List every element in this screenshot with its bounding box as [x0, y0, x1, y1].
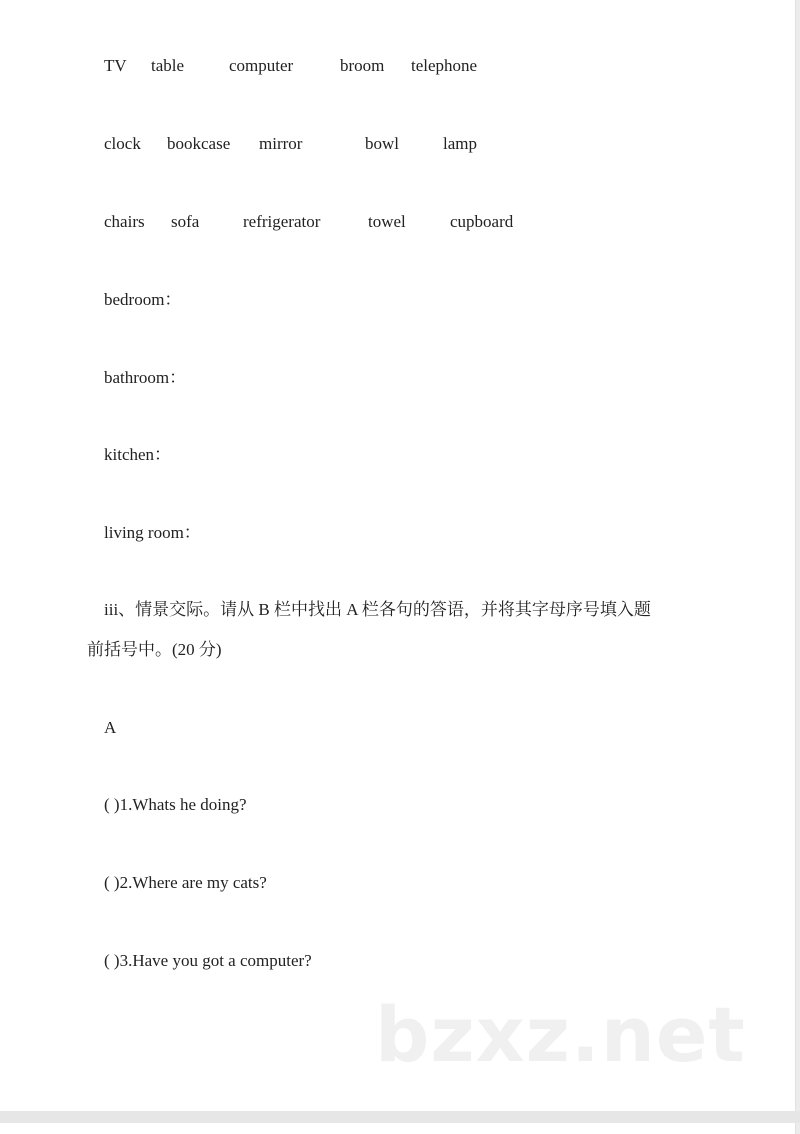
section-iii-instruction-line-1: iii、情景交际。请从 B 栏中找出 A 栏各句的答语，并将其字母序号填入题: [104, 600, 651, 619]
word-bank-row-2: [0, 134, 795, 154]
question-1: ( )1.Whats he doing?: [104, 795, 247, 814]
column-a-heading: A: [104, 718, 117, 737]
word-lamp: lamp: [443, 134, 477, 153]
question-2: ( )2.Where are my cats?: [104, 873, 267, 892]
category-living-room: living room：: [104, 523, 201, 542]
page-gap: [0, 1111, 800, 1123]
category-kitchen: kitchen：: [104, 445, 172, 464]
question-3: ( )3.Have you got a computer?: [104, 951, 312, 970]
word-sofa: sofa: [171, 212, 200, 231]
word-table: table: [151, 56, 185, 75]
word-bowl: bowl: [365, 134, 399, 153]
word-computer: computer: [229, 56, 294, 75]
word-telephone: telephone: [411, 56, 478, 75]
category-bedroom: bedroom：: [104, 290, 182, 309]
word-chairs: chairs: [104, 212, 145, 231]
word-bookcase: bookcase: [167, 134, 231, 153]
category-bathroom: bathroom：: [104, 368, 187, 387]
word-refrigerator: refrigerator: [243, 212, 321, 231]
word-bank-row-3: [0, 212, 795, 232]
word-clock: clock: [104, 134, 141, 153]
word-bank-row-1: [0, 56, 795, 76]
section-iii-instruction-line-2: 前括号中。(20 分): [87, 640, 222, 659]
next-page-edge: [0, 1123, 796, 1134]
word-tv: TV: [104, 56, 127, 75]
word-cupboard: cupboard: [450, 212, 514, 231]
word-towel: towel: [368, 212, 406, 231]
word-mirror: mirror: [259, 134, 303, 153]
watermark: bzxz.net: [375, 990, 746, 1079]
word-broom: broom: [340, 56, 385, 75]
